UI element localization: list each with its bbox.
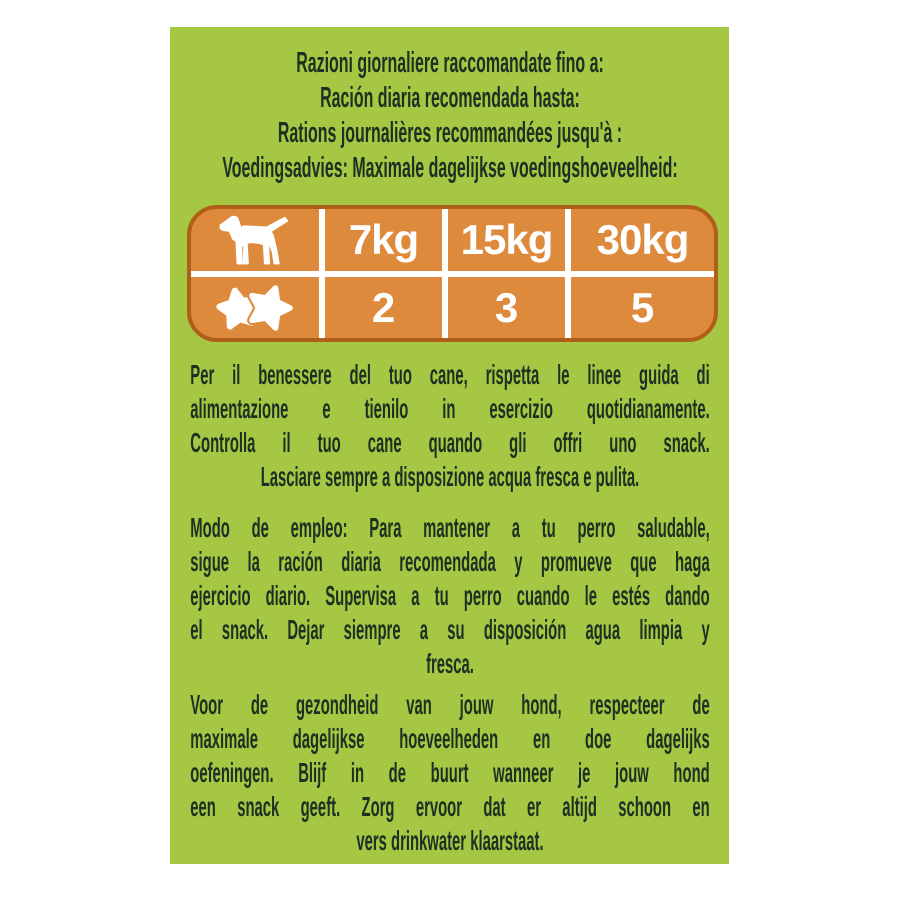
portion-cell-30kg: 5 <box>630 283 655 331</box>
weight-cell-30kg: 30kg <box>596 216 689 263</box>
paragraph-line: alimentazione e tienilo in esercizio quotidianamente. <box>189 393 710 424</box>
paragraph-line: sigue la ración diaria recomendada y promueve que haga <box>189 546 710 577</box>
paragraph-italian <box>190 358 709 494</box>
treats-row-header-cell <box>191 277 319 338</box>
header <box>178 46 721 186</box>
dog-row-header-cell <box>191 209 319 271</box>
dog-icon <box>199 213 311 269</box>
portion-cell-7kg: 2 <box>371 283 396 331</box>
paragraph-line: Per il benessere del tuo cane, rispetta le linee guida di <box>189 359 710 390</box>
paragraph-line: oefeningen. Blijf in de buurt wanneer je jouw hond <box>189 757 710 788</box>
feeding-guide-panel <box>170 27 729 864</box>
paragraph-line: vers drinkwater klaarstaat. <box>355 825 544 856</box>
paragraph-line: el snack. Dejar siempre a su disposición agua limpia y <box>189 614 710 645</box>
paragraph-line: Lasciare sempre a disposizione acqua fresca e pulita. <box>260 461 639 492</box>
paragraph-line: ejercicio diario. Supervisa a tu perro cuando le estés dando <box>189 580 710 611</box>
ration-table <box>187 205 718 342</box>
table-horizontal-divider <box>191 271 714 277</box>
paragraph-line: maximale dagelijkse hoeveelheden en doe dagelijks <box>189 723 710 754</box>
weight-cell-7kg: 7kg <box>348 216 419 263</box>
paragraph-line: Modo de empleo: Para mantener a tu perro saludable, <box>189 512 710 543</box>
paragraph-spanish <box>190 511 709 681</box>
paragraph-dutch <box>190 688 709 858</box>
header-line-dutch: Voedingsadvies: Maximale dagelijkse voedingshoeveelheid: <box>221 152 678 184</box>
header-line-italian: Razioni giornaliere raccomandate fino a: <box>295 47 604 79</box>
paragraph-line: Controlla il tuo cane quando gli offri uno snack. <box>189 427 710 458</box>
treats-icon <box>203 280 307 336</box>
header-line-french: Rations journalières recommandées jusqu'à : <box>277 117 622 149</box>
paragraph-line: fresca. <box>425 648 474 679</box>
header-line-spanish: Ración diaria recomendada hasta: <box>319 82 580 114</box>
paragraph-line: een snack geeft. Zorg ervoor dat er altijd schoon en <box>189 791 710 822</box>
weight-cell-15kg: 15kg <box>460 216 553 263</box>
paragraph-line: Voor de gezondheid van jouw hond, respecteer de <box>189 689 710 720</box>
portion-cell-15kg: 3 <box>494 283 519 331</box>
